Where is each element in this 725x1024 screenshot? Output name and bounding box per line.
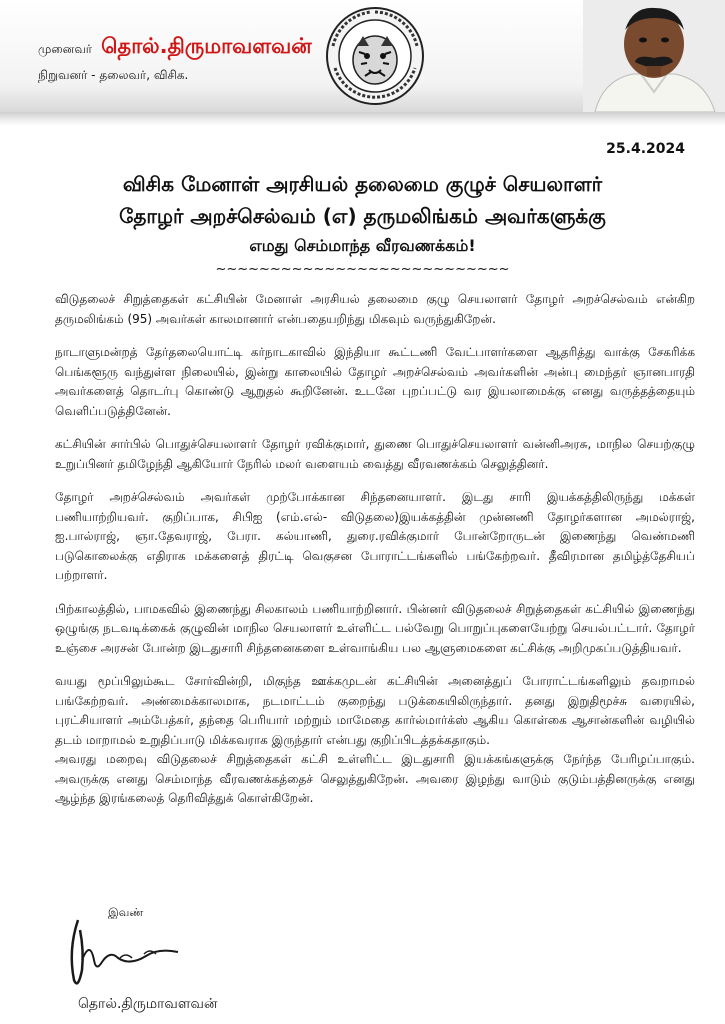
party-seal-icon bbox=[325, 6, 425, 106]
paragraph: பிற்காலத்தில், பாமகவில் இணைந்து சிலகாலம் பணியாற்றினார். பின்னர் விடுதலைச் சிறுத்தைகள் கட்சியில் இணைந்து ஒழுங்கு நடவடிக்கைக் குழுவின் மாநில செயலாளர் உள்ளிட்ட பல்வேறு பொறுப்புகளையேற்று செயல்பட்டார். தோழர் உஞ்சை அரசன் போன்ற இடதுசாரி சிந்தனைகளை உள்வாங்கிய பல ஆளுமைகளை கட்சிக்கு அறிமுகப்படுத்தியவர். bbox=[55, 601, 696, 655]
title-separator: ~~~~~~~~~~~~~~~~~~~~~~~~~~~ bbox=[215, 262, 510, 277]
letterhead-prefix: முனைவர் bbox=[38, 42, 93, 56]
letterhead-name: தொல்.திருமாவளவன் bbox=[101, 34, 312, 58]
title-line-2: தோழர் அறச்செல்வம் (எ) தருமலிங்கம் அவர்களுக்கு bbox=[119, 204, 606, 228]
paragraph: கட்சியின் சார்பில் பொதுச்செயலாளர் தோழர் ரவிக்குமார், துணை பொதுச்செயலாளர் வன்னிஅரசு, மாநில செயற்குழு உறுப்பினர் தமிழேந்தி ஆகியோர் நேரில் மலர் வளையம் வைத்து வீரவணக்கம் செலுத்தினர். bbox=[55, 437, 695, 471]
letterhead-role: நிறுவனர் - தலைவர், விசிக. bbox=[38, 68, 189, 82]
signatory-name: தொல்.திருமாவளவன் bbox=[78, 996, 218, 1012]
title-line-1: விசிக மேனாள் அரசியல் தலைமை குழுச் செயலாளர் bbox=[122, 172, 603, 196]
letter-body bbox=[55, 290, 695, 823]
paragraph: அவரது மறைவு விடுதலைச் சிறுத்தைகள் கட்சி உள்ளிட்ட இடதுசாரி இயக்கங்களுக்கு நேர்ந்த பேரிழப்பாகும். அவருக்கு எனது செம்மாந்த வீரவணக்கத்தைச் செலுத்துகிறேன். அவரை இழந்து வாடும் குடும்பத்தினருக்கு எனது ஆழ்ந்த இரங்கலைத் தெரிவித்துக் கொள்கிறேன். bbox=[55, 752, 695, 805]
signature-label: இவண் bbox=[108, 906, 144, 919]
paragraph: தோழர் அறச்செல்வம் அவர்கள் முற்போக்கான சிந்தனையாளர். இடது சாரி இயக்கத்திலிருந்து மக்கள் பணியாற்றியவர். குறிப்பாக, சிபிஐ (எம்.எல்- விடுதலை)இயக்கத்தின் முன்னணி தோழர்களான அமல்ராஜ், ஐ.பால்ராஜ், ஞா.தேவராஜ், பேரா. கல்யாணி, துரை.ரவிக்குமார் போன்றோருடன் இணைந்து வெண்மணி படுகொலைக்கு எதிராக மக்களைத் திரட்டி வெகுசன போராட்டங்களில் பங்கேற்றவர். தீவிரமான தமிழ்த்தேசியப் பற்றாளர். bbox=[55, 490, 695, 582]
letterhead-divider bbox=[0, 112, 725, 126]
letter-date: 25.4.2024 bbox=[606, 141, 685, 157]
letterhead-name-line bbox=[38, 34, 312, 61]
paragraph: வயது மூப்பிலும்கூட சோர்வின்றி, மிகுந்த ஊக்கமுடன் கட்சியின் அனைத்துப் போராட்டங்களிலும் தவறாமல் பங்கேற்றவர். அண்மைக்காலமாக, நடமாட்டம் குறைந்து படுக்கையிலிருந்தார். தனது இறுதிமூச்சு வரையில், புரட்சியாளர் அம்பேத்கர், தந்தை பெரியார் மற்றும் மாமேதை கார்ல்மார்க்ஸ் ஆகிய கொள்கை ஆசான்களின் வழியில் தடம் மாறாமல் உறுதிப்பாடு மிக்கவராக இருந்தார் என்பது குறிப்பிடத்தக்கதாகும். bbox=[55, 674, 695, 747]
paragraph: நாடாளுமன்றத் தேர்தலையொட்டி கர்நாடகாவில் இந்தியா கூட்டணி வேட்பாளர்களை ஆதரித்து வாக்கு சேகரிக்க பெங்களூரு வந்துள்ள நிலையில், இன்று காலையில் தோழர் அறச்செல்வம் அவர்களின் அன்பு மைந்தர் ஞானபாரதி அவர்களைத் தொடர்பு கொண்டு ஆறுதல் கூறினேன். உடனே புறப்பட்டு வர இயலாமைக்கு எனது வருத்தத்தையும் வெளிப்படுத்தினேன். bbox=[55, 345, 695, 418]
title-line-3: எமது செம்மாந்த வீரவணக்கம்! bbox=[249, 236, 476, 255]
leader-portrait-icon bbox=[583, 0, 725, 112]
letterhead bbox=[0, 0, 725, 112]
paragraph: விடுதலைச் சிறுத்தைகள் கட்சியின் மேனாள் அரசியல் தலைமை குழு செயலாளர் தோழர் அறச்செல்வம் என்கிற தருமலிங்கம் (95) அவர்கள் காலமானார் என்பதையறிந்து மிகவும் வருந்துகிறேன். bbox=[55, 292, 695, 326]
